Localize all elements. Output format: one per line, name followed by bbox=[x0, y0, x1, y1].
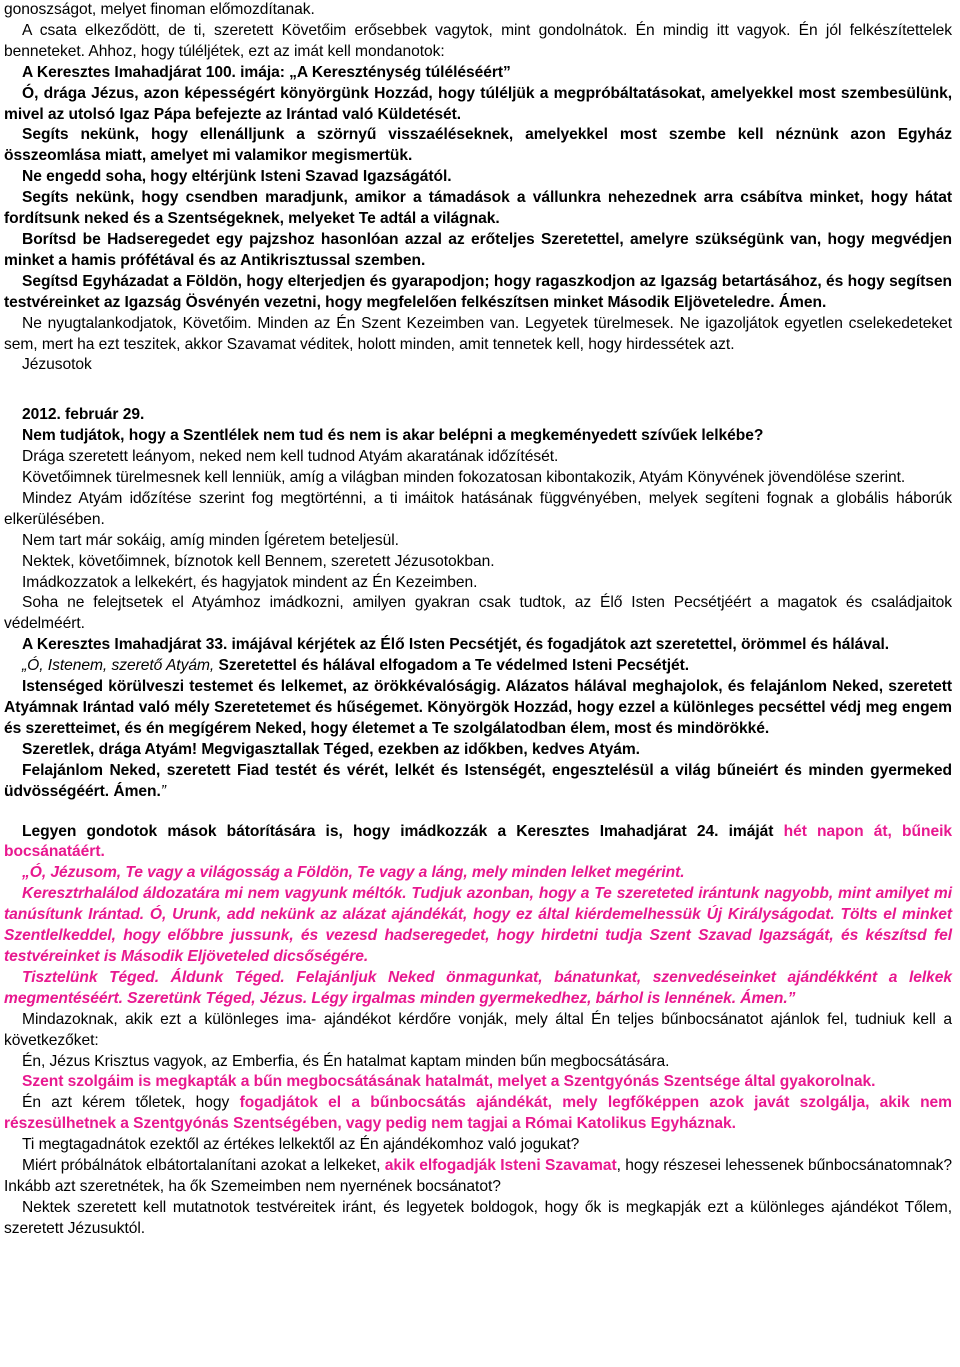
text-run: ” bbox=[160, 782, 166, 800]
text-run: Szeretettel és hálával elfogadom a Te védelmed Isteni Pecsétjét. bbox=[218, 657, 690, 675]
paragraph bbox=[4, 1052, 952, 1073]
text-run: Soha ne felejtsetek el Atyámhoz imádkozni, amilyen gyakran csak tudtok, az Élő Isten Pecsétjéért a magatok és családjaitok védelméért. bbox=[4, 594, 952, 633]
text-run: Tisztelünk Téged. Áldunk Téged. Felajánljuk Neked önmagunkat, bánatunkat, szenvedéseinket ajándékként a lelkek megmentéséért. Szeretünk Téged, Jézus. Légy irgalmas minden gyermekedhez, bárhol is lennének. Ámen.” bbox=[4, 968, 952, 1007]
prayer-paragraph bbox=[4, 884, 952, 968]
paragraph bbox=[4, 573, 952, 594]
text-run: Felajánlom Neked, szeretett Fiad testét és vérét, lelkét és Istenségét, engesztelésül a világ bűneiért és minden gyermeked üdvösségéért. Ámen. bbox=[4, 761, 952, 800]
text-run: Miért próbálnátok elbátortalanítani azokat a lelkeket, bbox=[22, 1157, 385, 1175]
text-run: Nem tart már sokáig, amíg minden Ígéretem beteljesül. bbox=[22, 531, 399, 549]
paragraph bbox=[4, 0, 952, 21]
paragraph bbox=[4, 21, 952, 63]
text-run: Drága szeretett leányom, neked nem kell tudnod Atyám akaratának időzítését. bbox=[22, 448, 559, 466]
spacer bbox=[4, 803, 952, 824]
prayer-paragraph bbox=[4, 84, 952, 126]
text-run: Ne engedd soha, hogy eltérjünk Isteni Szavad Igazságától. bbox=[22, 168, 452, 186]
text-run: Szeretlek, drága Atyám! Megvigasztallak Téged, ezekben az időkben, kedves Atyám. bbox=[22, 740, 640, 758]
text-run: Segíts nekünk, hogy ellenálljunk a szörnyű visszaéléseknek, amelyekkel most szembe kell néznünk azon Egyház összeomlása miatt, amelyet mi valamikor megismertük. bbox=[4, 126, 952, 165]
paragraph bbox=[4, 593, 952, 635]
paragraph bbox=[4, 468, 952, 489]
text-run: Segítsd Egyházadat a Földön, hogy elterjedjen és gyarapodjon; hogy ragaszkodjon az Igazság betartásához, és hogy segítsen testvéreinket az Igazság Ösvényén vezetni, hogy megfelelően felkészítsen minket Második Eljöveteledre. Ámen. bbox=[4, 272, 952, 311]
text-run: fogadjátok el a bűnbocsátás ajándékát, mely legfőképpen azok javát szolgálja, akik nem részesülhetnek a Szentgyónás Szentségében, vagy pedig nem tagjai a Római Katolikus Egyháznak. bbox=[4, 1094, 952, 1133]
text-run: Keresztrhalálod áldozatára mi nem vagyunk méltók. Tudjuk azonban, hogy a Te szereteted irántunk nagyobb, mint amilyet mi tanúsítunk Irántad. Ó, Urunk, add nekünk az alázat ajándékát, hogy ez által kiérdemelhessük Új Királyságodat. Tölts el minket Szentlelkeddel, hogy előbbre jussunk, és vezesd hadseregedet, hogy hirdetni tudja Szent Szavad Igazságát, és készítsd fel testvéreinket is Második Eljöveteled dicsőségére. bbox=[4, 885, 952, 965]
prayer-paragraph bbox=[4, 863, 952, 884]
text-run: Nektek, követőimnek, bíznotok kell Bennem, szeretett Jézusotokban. bbox=[22, 552, 495, 570]
paragraph bbox=[4, 635, 952, 656]
prayer-title bbox=[4, 63, 952, 84]
prayer-paragraph bbox=[4, 677, 952, 740]
text-run: Nektek szeretett kell mutatnotok testvéreitek iránt, és legyetek boldogok, hogy ők is megkapják ezt a különleges ajándékot Tőlem, szeretett Jézusuktól. bbox=[4, 1198, 952, 1237]
prayer-paragraph bbox=[4, 968, 952, 1010]
text-run: Imádkozzatok a lelkekért, és hagyjatok mindent az Én Kezeimben. bbox=[22, 573, 478, 591]
prayer-paragraph bbox=[4, 188, 952, 230]
text-run: Jézusotok bbox=[22, 356, 92, 374]
text-run: 2012. február 29. bbox=[22, 406, 145, 424]
prayer-paragraph bbox=[4, 656, 952, 677]
signature bbox=[4, 355, 952, 376]
text-run: Borítsd be Hadseregedet egy pajzshoz hasonlóan azzal az erőteljes Szeretettel, amelyre szükségünk van, hogy megvédjen minket a hamis prófétával és az Antikrisztussal szemben. bbox=[4, 230, 952, 269]
paragraph bbox=[4, 1135, 952, 1156]
text-run: Istenséged körülveszi testemet és lelkemet, az örökkévalóságig. Alázatos hálával meghajolok, és felajánlom Neked, szeretett Atyámnak Irántad való mély Szeretetemet és hűségemet. Könyörgök Hozzád, hogy ezzel a különleges pecséttel védj meg engem és szeretteimet, és én megígérem Neked, hogy életemet a Te szolgálatodban élem, most és mindörökké. bbox=[4, 678, 952, 737]
prayer-paragraph bbox=[4, 740, 952, 761]
message-title bbox=[4, 426, 952, 447]
message-date bbox=[4, 405, 952, 426]
prayer-paragraph bbox=[4, 230, 952, 272]
text-run: Én azt kérem tőletek, hogy bbox=[22, 1094, 240, 1112]
prayer-paragraph bbox=[4, 125, 952, 167]
paragraph bbox=[4, 531, 952, 552]
text-run: Én, Jézus Krisztus vagyok, az Emberfia, és Én hatalmat kaptam minden bűn megbocsátására. bbox=[22, 1052, 670, 1070]
text-run: gonoszságot, melyet finoman előmozdítanak. bbox=[4, 1, 315, 18]
paragraph bbox=[4, 447, 952, 468]
paragraph bbox=[4, 1198, 952, 1240]
paragraph bbox=[4, 1072, 952, 1093]
text-run: Segíts nekünk, hogy csendben maradjunk, amikor a támadások a vállunkra nehezednek arra csábítva minket, hogy hátat fordítsunk neked és a Szentségeknek, melyeket Te adtál a világnak. bbox=[4, 189, 952, 228]
prayer-paragraph bbox=[4, 761, 952, 803]
text-run: Követőimnek türelmesnek kell lenniük, amíg a világban minden fokozatosan kibontakozik, Atyám Könyvének jövendölése szerint. bbox=[22, 469, 906, 487]
text-run: Mindazoknak, akik ezt a különleges ima- ajándékot kérdőre vonják, mely által Én teljes bűnbocsánatot ajánlok fel, tudniuk kell a következőket: bbox=[4, 1010, 952, 1049]
text-run: akik elfogadják Isteni Szavamat bbox=[384, 1157, 617, 1175]
text-run: Mindez Atyám időzítése szerint fog megtörténni, a ti imáitok hatásának függvényében, melyek segíteni fognak a globális háborúk elkerülésében. bbox=[4, 489, 952, 528]
paragraph bbox=[4, 552, 952, 573]
spacer bbox=[4, 376, 952, 397]
paragraph bbox=[4, 489, 952, 531]
text-run: A csata elkeződött, de ti, szeretett Követőim erősebbek vagytok, mint gondolnátok. Én mindig itt vagyok. Én jól felkészítettelek benneteket. Ahhoz, hogy túléljétek, ezt az imát kell mondanotok: bbox=[4, 21, 952, 60]
text-run: hét napon át, bűneik bocsánatáért. bbox=[4, 822, 952, 861]
prayer-paragraph bbox=[4, 167, 952, 188]
paragraph bbox=[4, 314, 952, 356]
text-run: Ó, drága Jézus, azon képességért könyörgünk Hozzád, hogy túléljük a megpróbáltatásokat, amelyekkel most szembesülünk, mivel az utolsó Igaz Pápa befejezte az Irántad való Küldetését. bbox=[4, 84, 952, 123]
text-run: Legyen gondotok mások bátorítására is, hogy imádkozzák a Keresztes Imahadjárat 24. imáját bbox=[22, 822, 784, 840]
text-run: A Keresztes Imahadjárat 33. imájával kérjétek az Élő Isten Pecsétjét, és fogadjátok azt szeretettel, örömmel és hálával. bbox=[22, 636, 890, 654]
paragraph bbox=[4, 1010, 952, 1052]
text-run: A Keresztes Imahadjárat 100. imája: „A Kereszténység túléléséért” bbox=[22, 63, 511, 81]
text-run: „Ó, Istenem, szerető Atyám, bbox=[22, 657, 219, 675]
text-run: Szent szolgáim is megkapták a bűn megbocsátásának hatalmát, melyet a Szentgyónás Szentsége által gyakorolnak. bbox=[22, 1073, 876, 1091]
text-run: Ne nyugtalankodjatok, Követőim. Minden az Én Szent Kezeimben van. Legyetek türelmesek. Ne igazoljátok egyetlen cselekedeteket sem, mert ha ezt teszitek, akkor Szavamat véditek, holott minden, amit tennetek kell, hogy hirdessétek azt. bbox=[4, 314, 952, 353]
text-run: Ti megtagadnátok ezektől az értékes lelkektől az Én ajándékomhoz való jogukat? bbox=[22, 1136, 580, 1154]
paragraph bbox=[4, 1093, 952, 1135]
text-run: „Ó, Jézusom, Te vagy a világosság a Földön, Te vagy a láng, mely minden lelket megérint. bbox=[22, 864, 685, 882]
paragraph bbox=[4, 1156, 952, 1198]
paragraph bbox=[4, 822, 952, 864]
prayer-paragraph bbox=[4, 272, 952, 314]
text-run: , hogy részesei lehessenek bűnbocsánatomnak? Inkább azt szeretnétek, ha ők Szemeimben nem nyernének bocsánatot? bbox=[4, 1157, 952, 1195]
text-run: Nem tudjátok, hogy a Szentlélek nem tud és nem is akar belépni a megkeményedett szívűek lelkébe? bbox=[22, 427, 764, 445]
